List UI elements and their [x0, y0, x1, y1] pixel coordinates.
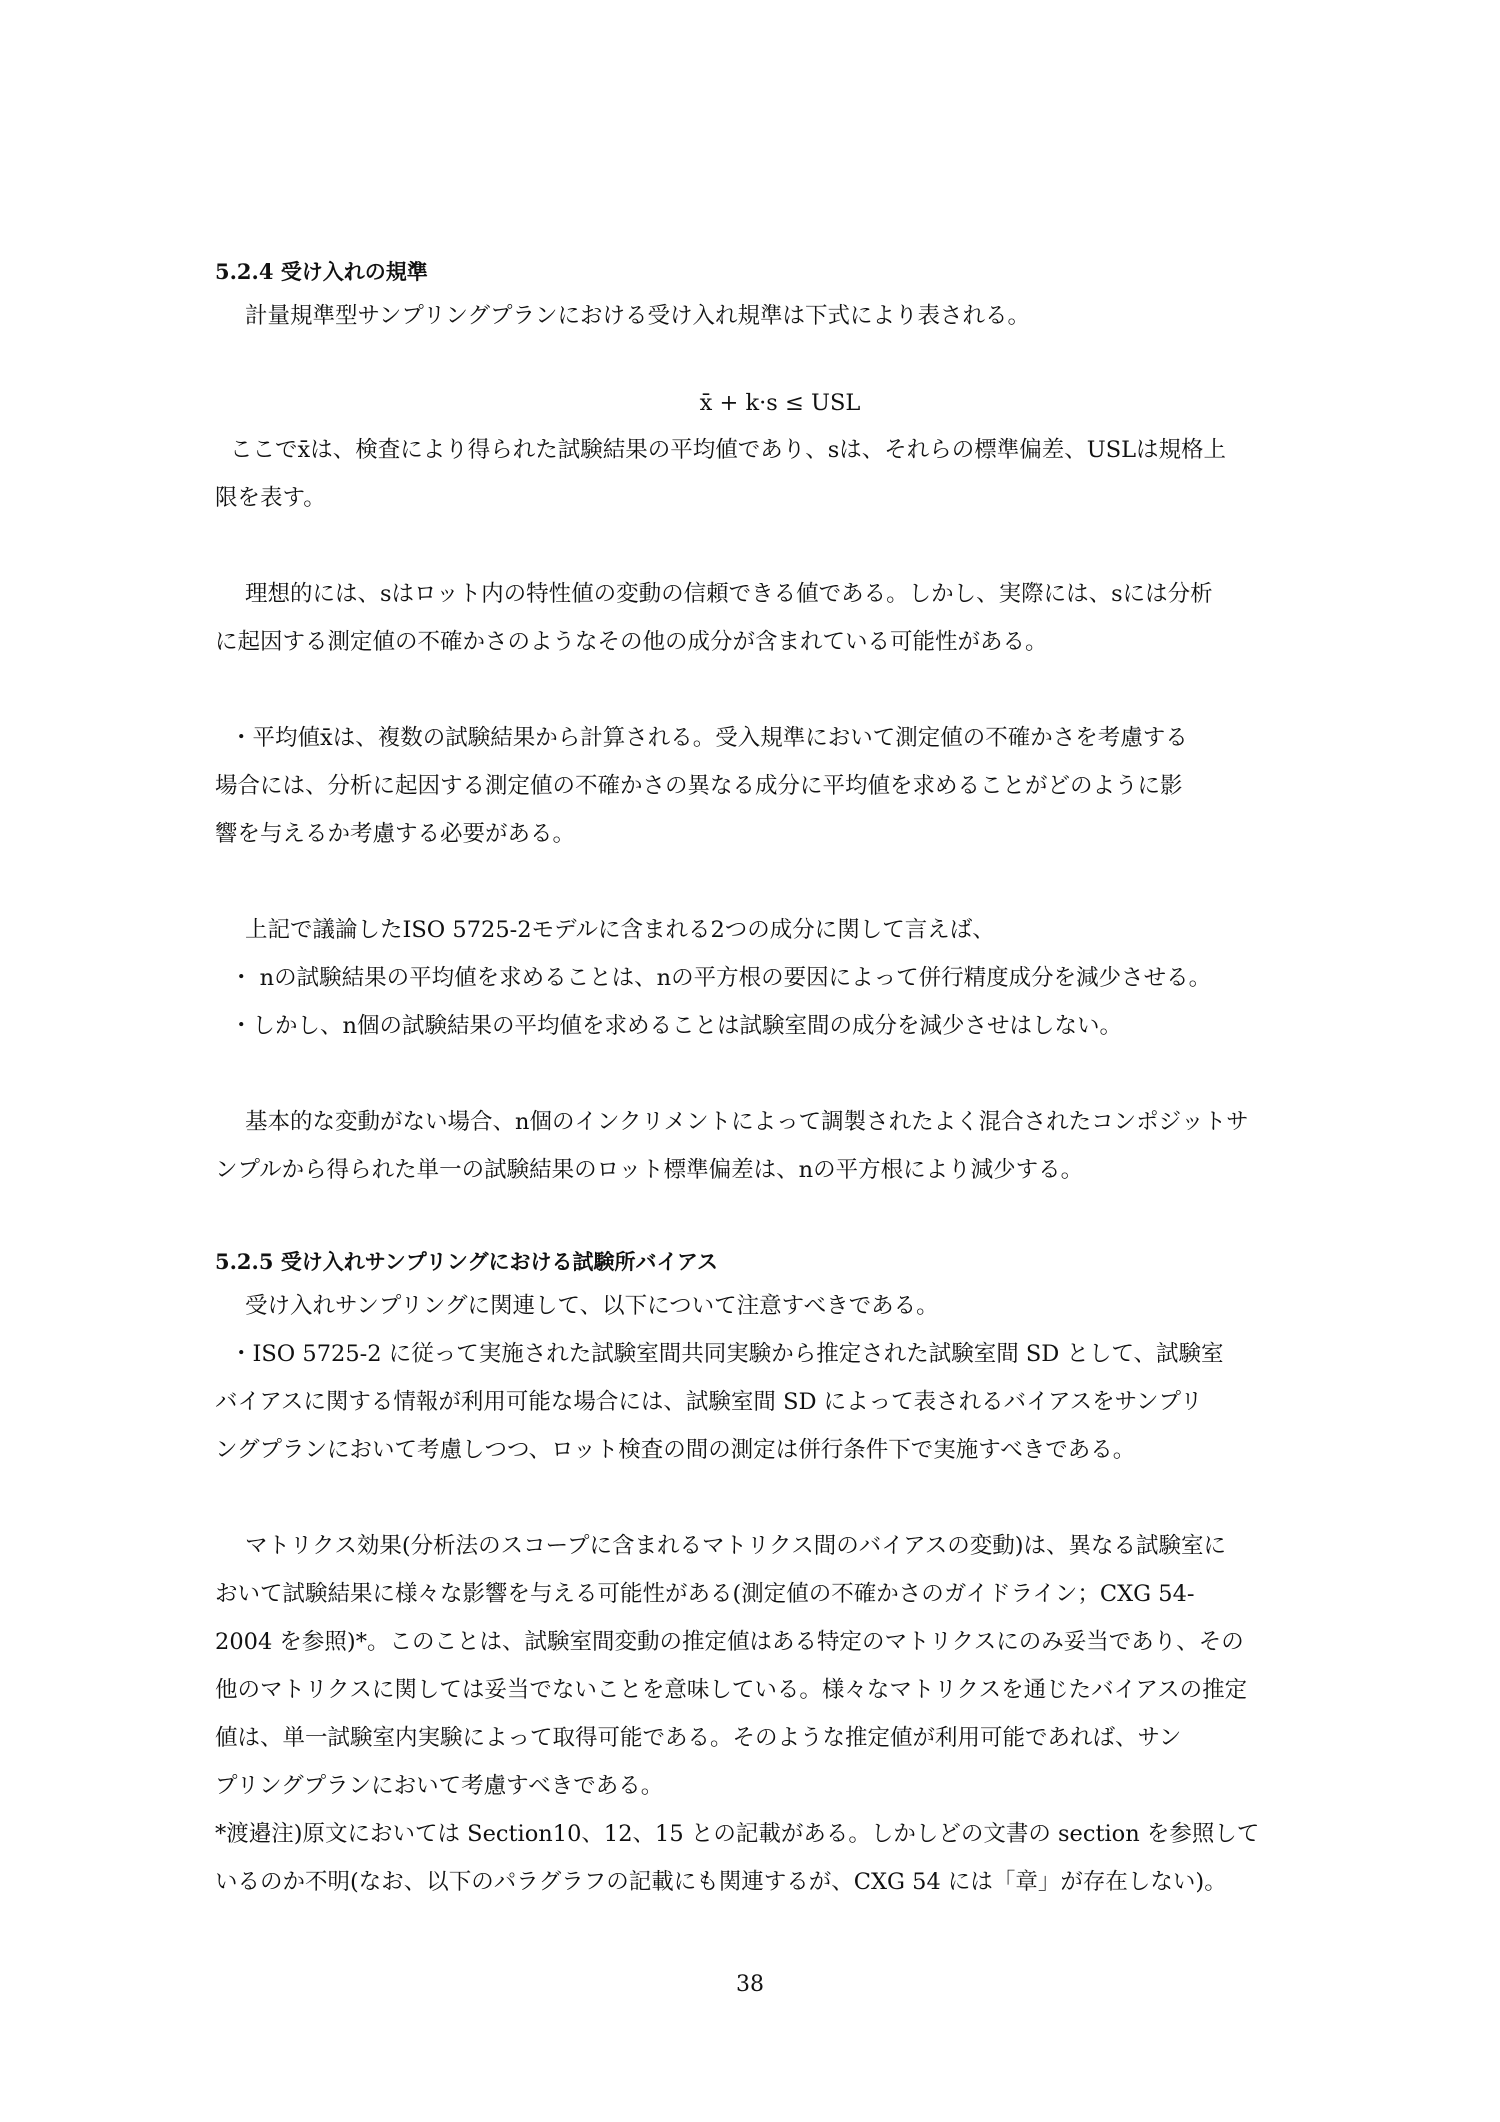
paragraph-matrix-line: 他のマトリクスに関しては妥当でないことを意味している。様々なマトリクスを通じたバイアスの推定: [215, 1677, 1248, 1703]
page-content: [215, 252, 1305, 1906]
paragraph-basic-line: ンプルから得られた単一の試験結果のロット標準偏差は、nの平方根により減少する。: [215, 1157, 1084, 1183]
paragraph-matrix-line: マトリクス効果(分析法のスコープに含まれるマトリクス間のバイアスの変動)は、異なる試験室に: [245, 1533, 1227, 1559]
paragraph-iso-line: 上記で議論したISO 5725-2モデルに含まれる2つの成分に関して言えば、: [245, 917, 995, 943]
section-heading-5-2-5: 5.2.5 受け入れサンプリングにおける試験所バイアス: [215, 1249, 718, 1274]
bullet-mean-line: 響を与えるか考慮する必要がある。: [215, 821, 576, 847]
note-line: *渡邉注)原文においては Section10、12、15 との記載がある。しかしどの文書の section を参照して: [215, 1821, 1260, 1847]
paragraph-ideal-line: 理想的には、sはロット内の特性値の変動の信頼できる値である。しかし、実際には、sには分析: [245, 581, 1213, 607]
paragraph-matrix-line: プリングプランにおいて考慮すべきである。: [215, 1773, 664, 1799]
note-line: いるのか不明(なお、以下のパラグラフの記載にも関連するが、CXG 54 には「章」が存在しない)。: [215, 1869, 1227, 1895]
paragraph-matrix-line: 値は、単一試験室内実験によって取得可能である。そのような推定値が利用可能であれば、サン: [215, 1725, 1182, 1751]
page-number: 38: [736, 1972, 764, 1997]
bullet-item: ・しかし、n個の試験結果の平均値を求めることは試験室間の成分を減少させはしない。: [230, 1013, 1122, 1039]
definition-line: 限を表す。: [215, 485, 326, 511]
definition-line: ここでx̄は、検査により得られた試験結果の平均値であり、sは、それらの標準偏差、USLは規格上: [230, 437, 1227, 463]
paragraph-ideal-line: に起因する測定値の不確かさのようなその他の成分が含まれている可能性がある。: [215, 629, 1048, 655]
paragraph-matrix-line: 2004 を参照)*。このことは、試験室間変動の推定値はある特定のマトリクスにのみ妥当であり、その: [215, 1629, 1244, 1655]
bullet-item: ・ nの試験結果の平均値を求めることは、nの平方根の要因によって併行精度成分を減少させる。: [230, 965, 1212, 991]
bullet-lab-line: バイアスに関する情報が利用可能な場合には、試験室間 SD によって表されるバイアスをサンプリ: [215, 1389, 1203, 1415]
paragraph-matrix-line: おいて試験結果に様々な影響を与える可能性がある(測定値の不確かさのガイドライン；CXG 54-: [215, 1581, 1195, 1607]
bullet-mean-line: ・平均値x̄は、複数の試験結果から計算される。受入規準において測定値の不確かさを考慮する: [230, 725, 1188, 751]
paragraph-intro: 計量規準型サンプリングプランにおける受け入れ規準は下式により表される。: [245, 303, 1031, 329]
bullet-mean-line: 場合には、分析に起因する測定値の不確かさの異なる成分に平均値を求めることがどのように影: [215, 773, 1183, 799]
section-heading-5-2-4: 5.2.4 受け入れの規準: [215, 259, 428, 284]
formula: x̄ + k·s ≤ USL: [699, 390, 861, 416]
paragraph-basic-line: 基本的な変動がない場合、n個のインクリメントによって調製されたよく混合されたコンポジットサ: [245, 1109, 1249, 1135]
bullet-lab-line: ・ISO 5725-2 に従って実施された試験室間共同実験から推定された試験室間 SD として、試験室: [230, 1341, 1224, 1367]
bullet-lab-line: ングプランにおいて考慮しつつ、ロット検査の間の測定は併行条件下で実施すべきである。: [215, 1437, 1136, 1463]
paragraph-intro: 受け入れサンプリングに関連して、以下について注意すべきである。: [245, 1293, 939, 1319]
